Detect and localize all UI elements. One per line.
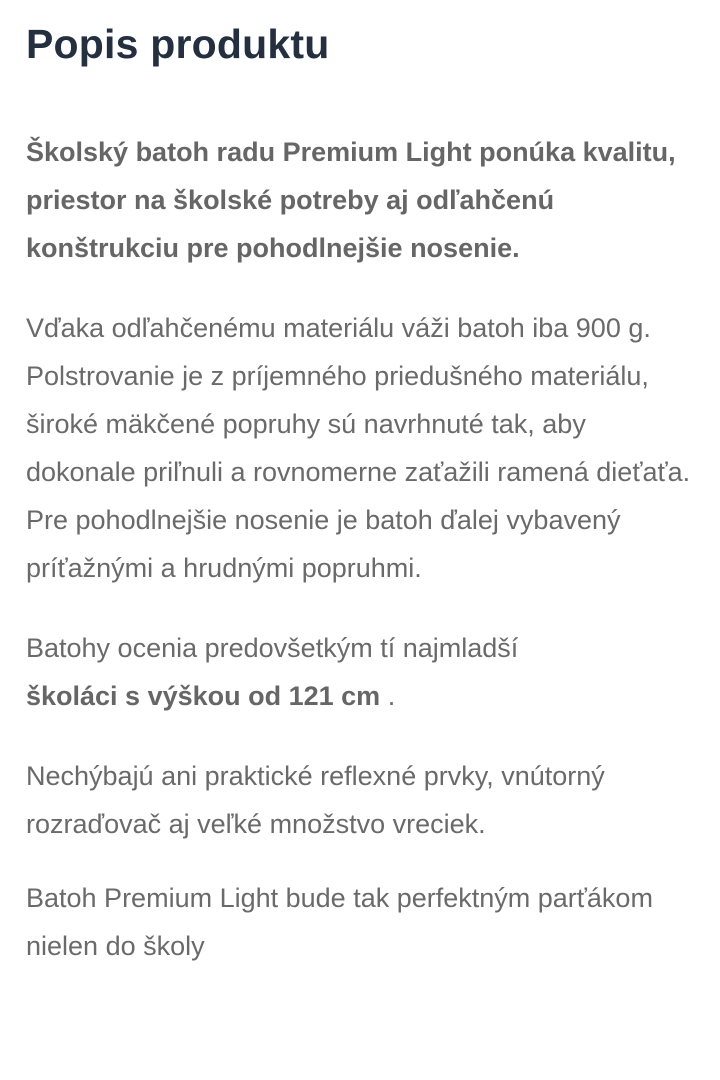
audience-suffix: . [380,681,396,711]
section-title: Popis produktu [26,21,330,67]
closing-paragraph: Batoh Premium Light bude tak perfektným parťákom nielen do školy [26,883,653,961]
weight-paragraph: Vďaka odľahčenému materiálu váži batoh iba 900 g. Polstrovanie je z príjemného priedušného materiálu, široké mäkčené popruhy sú navrhnuté tak, aby dokonale priľnuli a rovnomerne zaťažili ramená dieťaťa. Pre pohodlnejšie nosenie je batoh ďalej vybavený príťažnými a hrudnými popruhmi. [26,313,691,583]
audience-paragraph [26,624,694,720]
audience-prefix: Batohy ocenia predovšetkým tí najmladší [26,633,519,663]
features-paragraph: Nechýbajú ani praktické reflexné prvky, vnútorný rozraďovač aj veľké množstvo vreciek. [26,761,605,839]
audience-height-highlight: školáci s výškou od 121 cm [26,681,381,711]
lead-paragraph: Školský batoh radu Premium Light ponúka kvalitu, priestor na školské potreby aj odľahčenú konštrukciu pre pohodlnejšie nosenie. [26,137,676,263]
